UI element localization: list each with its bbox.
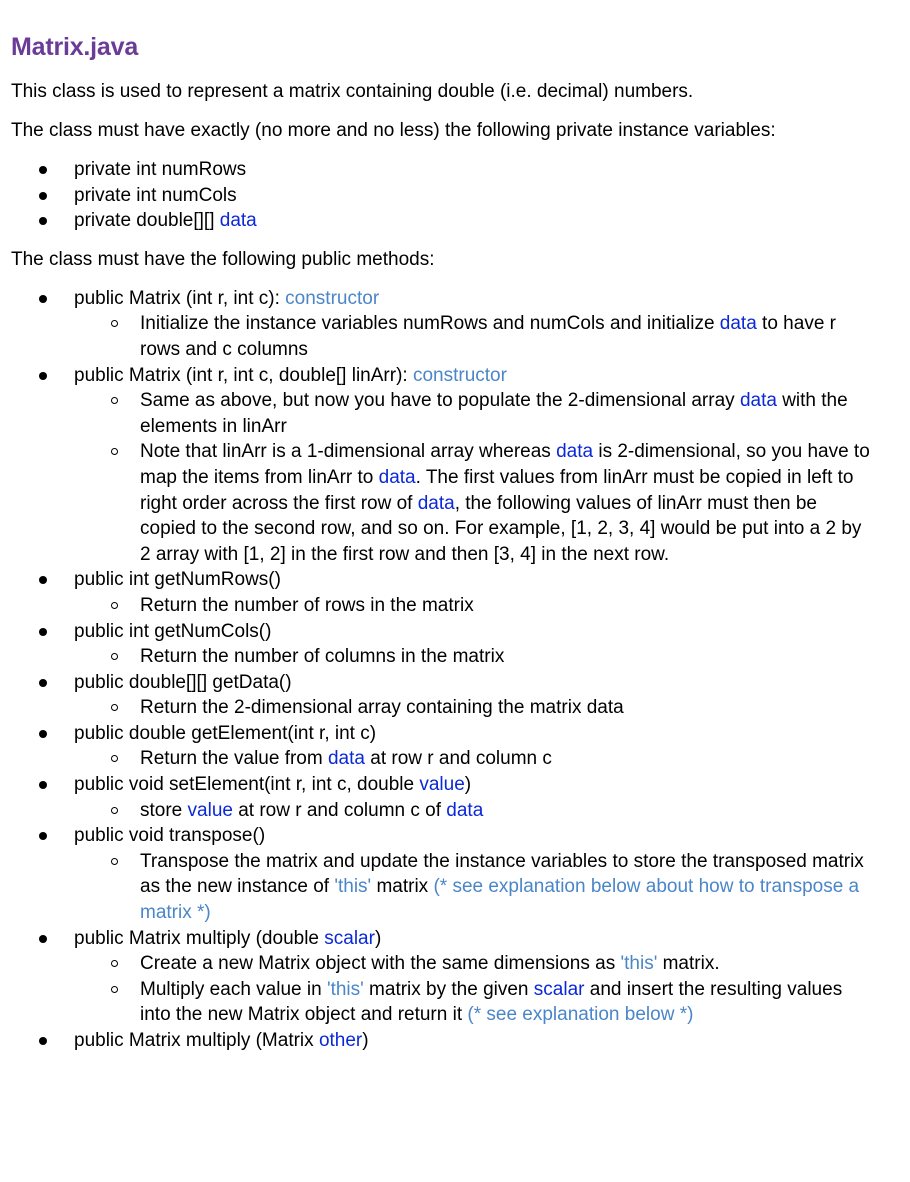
text-run: with the elements in linArr <box>140 390 848 437</box>
instance-variable-item <box>11 157 910 183</box>
text-run: ) <box>362 1030 369 1051</box>
bullet-icon <box>39 628 47 636</box>
method-signature <box>74 621 271 642</box>
instance-variables-list <box>11 157 910 234</box>
hollow-bullet-icon <box>111 397 118 404</box>
bullet-icon <box>39 576 47 584</box>
bullet-icon <box>39 781 47 789</box>
text-run: Initialize the instance variables numRows and numCols and initialize <box>140 313 720 335</box>
code-reference: data <box>556 441 594 463</box>
text-run: public double[][] getData() <box>74 671 292 693</box>
text-run: Return the number of rows in the matrix <box>140 594 474 616</box>
instance-variable-item <box>11 208 910 234</box>
text-run: Create a new Matrix object with the same dimensions as <box>140 953 621 975</box>
bullet-icon <box>39 935 47 943</box>
method-item <box>11 823 910 925</box>
text-run: public void setElement(int r, int c, double <box>74 774 420 796</box>
text-run: public Matrix multiply (double <box>74 927 325 949</box>
public-methods-list <box>11 286 910 1054</box>
text-run: at row r and column c of <box>232 799 447 821</box>
note-text: 'this' <box>334 876 372 898</box>
intro-paragraph: This class is used to represent a matrix containing double (i.e. decimal) numbers. <box>11 81 694 102</box>
method-detail-item <box>74 439 910 567</box>
text-run: public int getNumCols() <box>74 620 272 642</box>
method-detail-item <box>74 388 910 439</box>
method-details-list <box>74 644 910 670</box>
methods-intro-paragraph: The class must have the following public methods: <box>11 248 435 270</box>
bullet-icon <box>39 832 47 840</box>
method-detail-item <box>74 593 910 619</box>
method-detail-item <box>74 746 910 772</box>
method-detail-item <box>74 977 910 1028</box>
method-detail-item <box>74 695 910 721</box>
text-run: Same as above, but now you have to populate the 2-dimensional array <box>140 390 740 412</box>
method-signature <box>74 774 471 795</box>
method-item <box>11 772 910 823</box>
method-item <box>11 670 910 721</box>
method-details-list <box>74 311 910 362</box>
bullet-icon <box>39 217 47 225</box>
method-detail-item <box>74 798 910 824</box>
text-run: , the following values of linArr must then be copied to the second row, and so on. For example, [1, 2, 3, 4] would be put into a 2 by 2 array with [1, 2] in the first row and then [3, 4] in the next row. <box>140 492 862 565</box>
text-run: matrix <box>371 876 434 898</box>
method-item <box>11 721 910 772</box>
method-signature <box>74 672 292 693</box>
method-signature <box>74 928 381 949</box>
hollow-bullet-icon <box>111 986 118 993</box>
text-run: Return the number of columns in the matrix <box>140 646 505 668</box>
code-reference: data <box>327 748 365 770</box>
hollow-bullet-icon <box>111 807 118 814</box>
method-details-list <box>74 593 910 619</box>
text-run: private int numCols <box>74 184 237 206</box>
page-title: Matrix.java <box>11 33 139 61</box>
text-run: public double getElement(int r, int c) <box>74 722 377 744</box>
text-run: Multiply each value in <box>140 978 327 1000</box>
text-run: ) <box>374 927 382 949</box>
note-text: constructor <box>412 364 507 386</box>
note-text: 'this' <box>326 978 364 1000</box>
bullet-icon <box>39 730 47 738</box>
text-run: matrix by the given <box>363 978 534 1000</box>
code-reference: data <box>719 313 757 335</box>
text-run: at row r and column c <box>364 748 552 770</box>
variables-intro-paragraph: The class must have exactly (no more and no less) the following private instance variables: <box>11 120 776 141</box>
method-item <box>11 286 910 363</box>
code-reference: data <box>378 466 416 488</box>
method-item <box>11 1028 910 1054</box>
method-details-list <box>74 746 910 772</box>
hollow-bullet-icon <box>111 858 118 865</box>
hollow-bullet-icon <box>111 448 118 455</box>
note-text: constructor <box>285 287 380 309</box>
text-run: public Matrix (int r, int c, double[] linArr): <box>74 364 413 386</box>
text-run: and insert the resulting values into the new Matrix object and return it <box>140 978 843 1026</box>
note-text: 'this' <box>620 953 658 975</box>
method-item <box>11 926 910 1028</box>
method-detail-item <box>74 951 910 977</box>
code-reference: data <box>446 799 484 821</box>
text-run: Note that linArr is a 1-dimensional array whereas <box>140 441 557 463</box>
method-signature <box>74 288 379 309</box>
text-run: Return the 2-dimensional array containing the matrix data <box>140 697 624 719</box>
bullet-icon <box>39 166 47 174</box>
code-reference: other <box>318 1030 363 1051</box>
bullet-icon <box>39 372 47 380</box>
bullet-icon <box>39 1037 47 1045</box>
text-run: Transpose the matrix and update the instance variables to store the transposed matrix as the new instance of <box>140 850 864 898</box>
code-reference: data <box>417 492 455 514</box>
text-run: . The first values from linArr must be copied in left to right order across the first row of <box>140 466 854 514</box>
hollow-bullet-icon <box>111 704 118 711</box>
hollow-bullet-icon <box>111 755 118 762</box>
code-reference: scalar <box>324 927 375 949</box>
text-run: public void transpose() <box>74 825 266 847</box>
text-run: Return the value from <box>140 748 328 770</box>
bullet-icon <box>39 679 47 687</box>
code-reference: value <box>187 799 233 821</box>
text-run: is 2-dimensional, so you have to map the items from linArr to <box>140 441 870 488</box>
method-details-list <box>74 798 910 824</box>
instance-variable-item <box>11 183 910 209</box>
text-run: store <box>140 799 188 821</box>
method-item <box>11 363 910 568</box>
code-reference: scalar <box>533 978 585 1000</box>
method-details-list <box>74 695 910 721</box>
text-run: public Matrix multiply (Matrix <box>74 1030 319 1051</box>
code-reference: data <box>219 210 257 232</box>
hollow-bullet-icon <box>111 602 118 609</box>
method-details-list <box>74 951 910 1028</box>
method-detail-item <box>74 849 910 926</box>
text-run: to have r rows and c columns <box>140 313 836 360</box>
note-text: (* see explanation below *) <box>467 1004 694 1026</box>
method-detail-item <box>74 644 910 670</box>
bullet-icon <box>39 192 47 200</box>
method-item <box>11 619 910 670</box>
method-details-list <box>74 849 910 926</box>
bullet-icon <box>39 295 47 303</box>
method-signature <box>74 569 281 590</box>
text-run: private double[][] <box>74 210 220 232</box>
method-signature <box>74 825 265 846</box>
text-run: matrix. <box>657 953 720 975</box>
method-detail-item <box>74 311 910 362</box>
method-details-list <box>74 388 910 567</box>
method-signature <box>74 365 507 386</box>
code-reference: value <box>419 774 465 796</box>
text-run: public Matrix (int r, int c): <box>74 287 286 309</box>
text-run: public int getNumRows() <box>74 569 281 591</box>
hollow-bullet-icon <box>111 653 118 660</box>
text-run: ) <box>464 774 472 796</box>
method-signature <box>74 1030 369 1051</box>
method-item <box>11 567 910 618</box>
text-run: private int numRows <box>74 159 247 180</box>
hollow-bullet-icon <box>111 960 118 967</box>
hollow-bullet-icon <box>111 320 118 327</box>
note-text: (* see explanation below about how to transpose a matrix *) <box>140 876 860 924</box>
method-signature <box>74 723 376 744</box>
code-reference: data <box>739 390 777 412</box>
